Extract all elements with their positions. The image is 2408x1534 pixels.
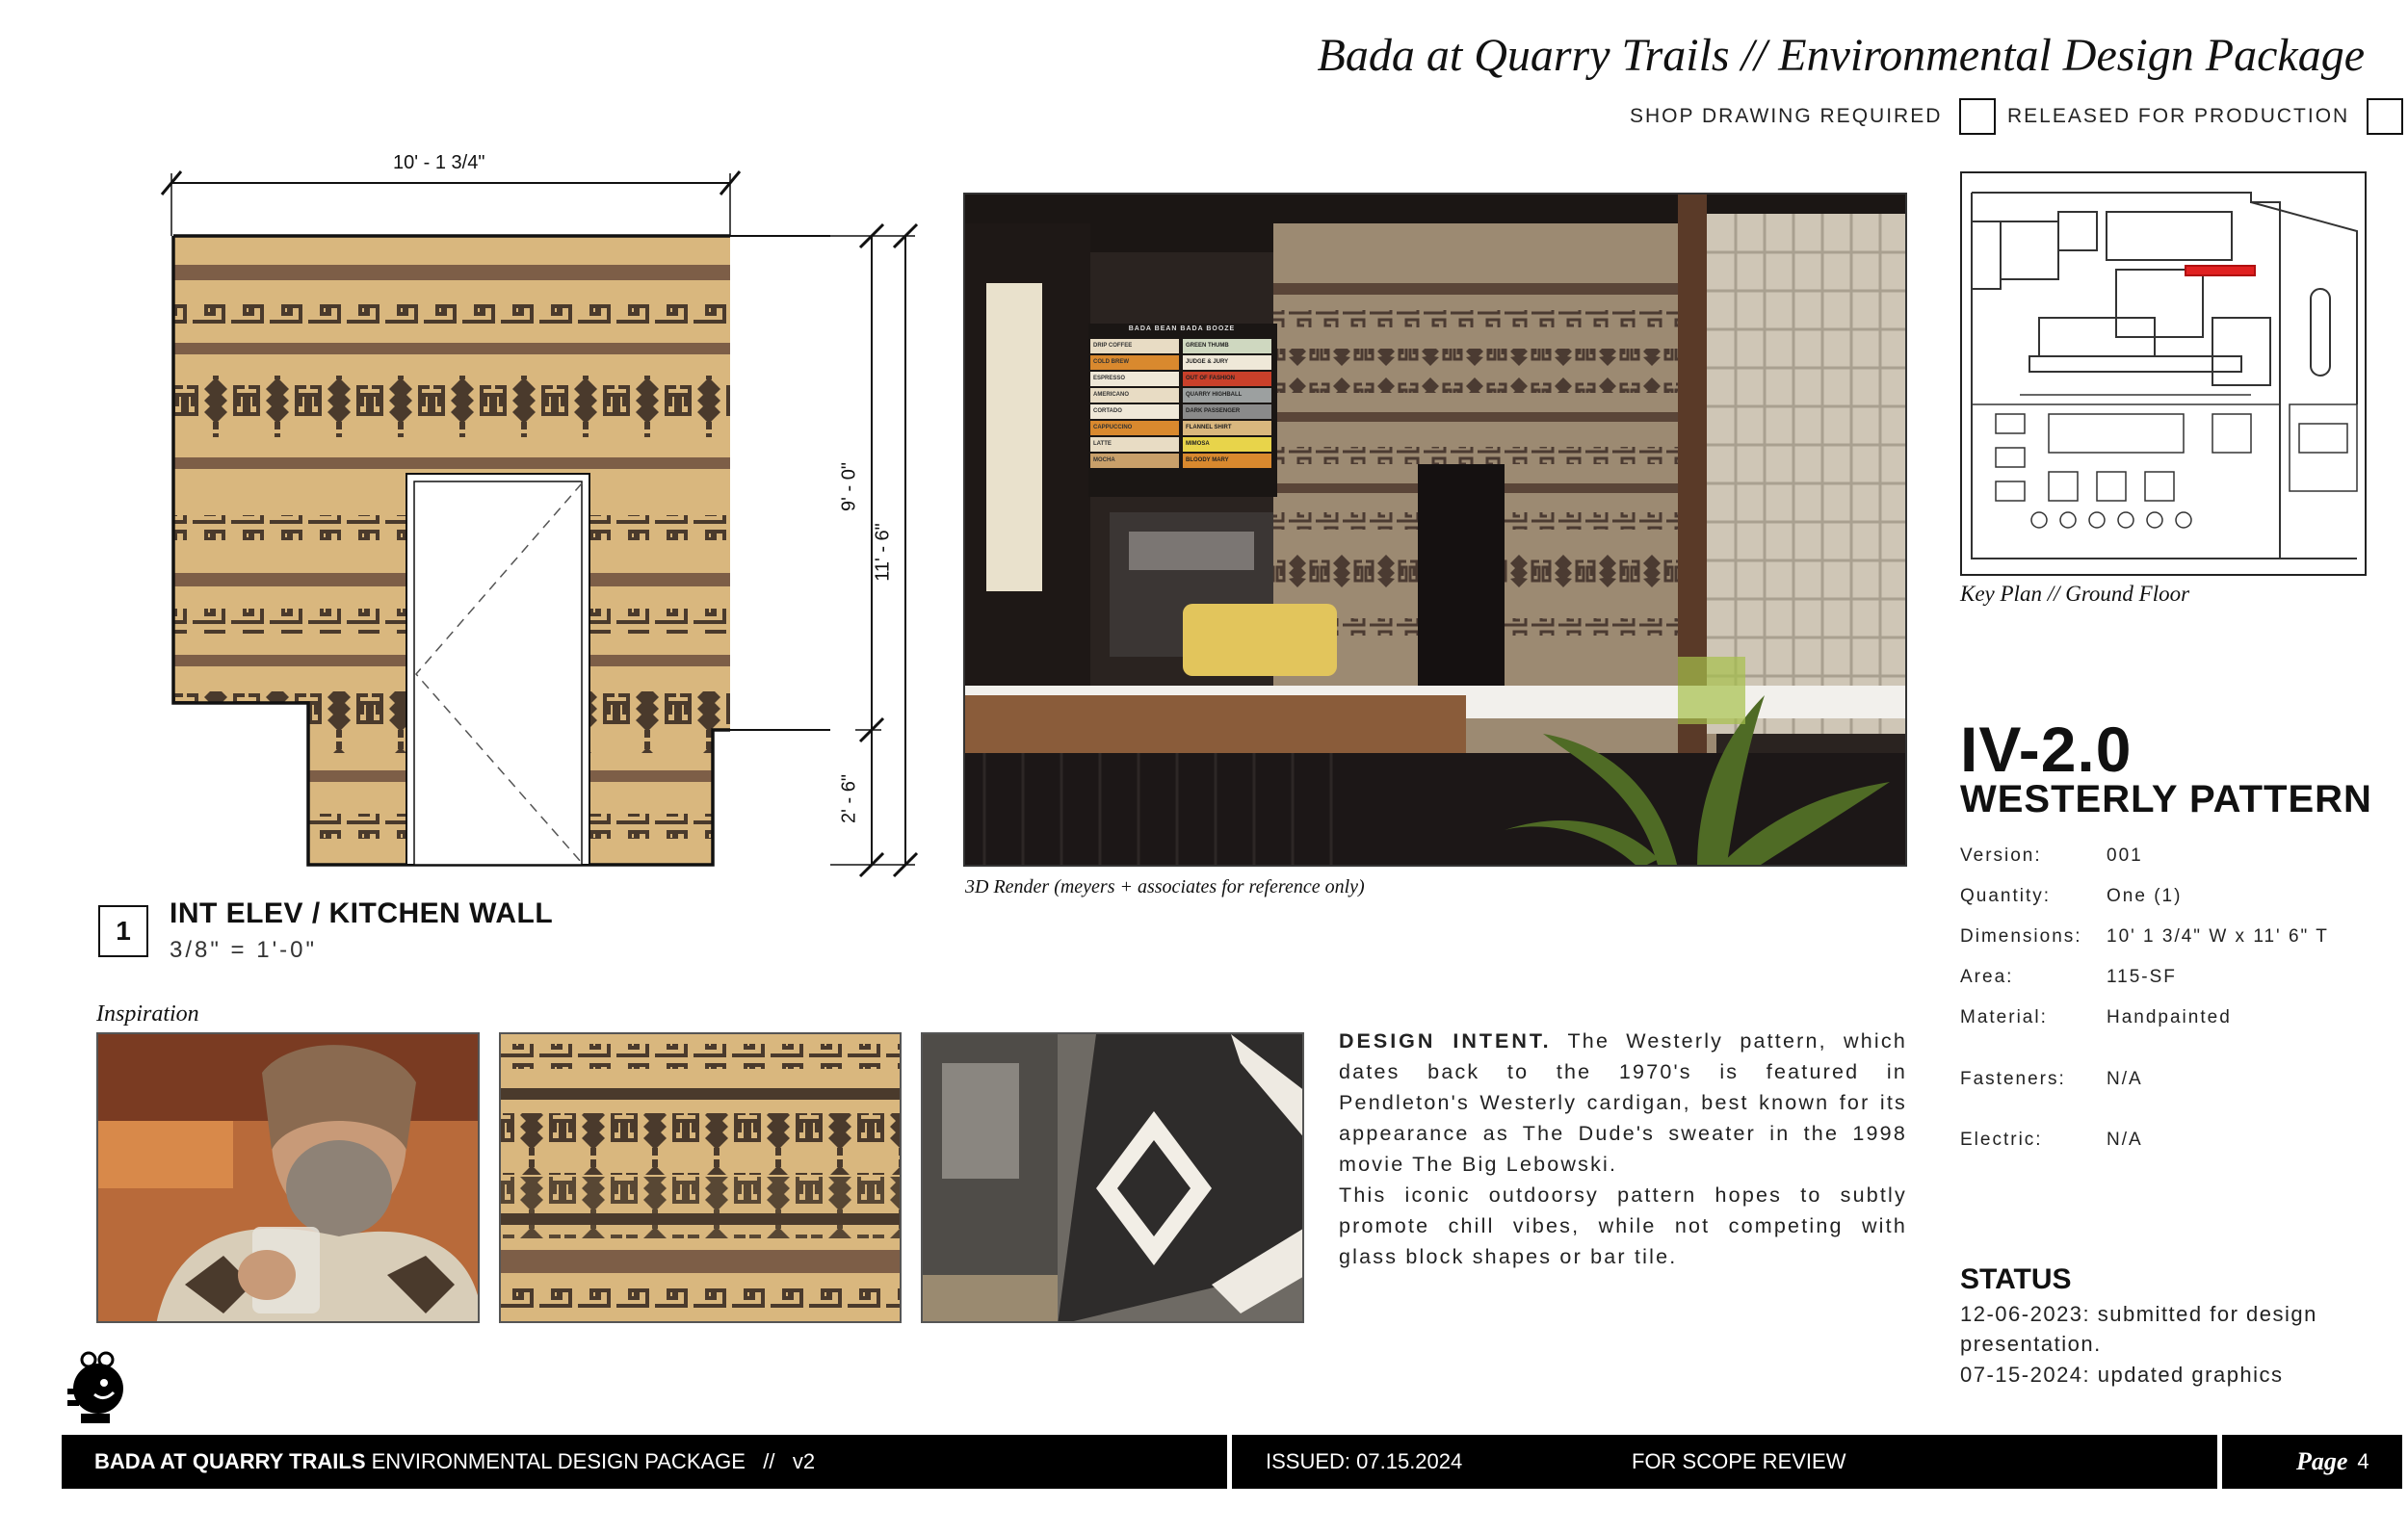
inspiration-label: Inspiration bbox=[96, 1001, 199, 1027]
menu-item: LATTE bbox=[1090, 437, 1179, 452]
design-intent-paragraph-2: This iconic outdoorsy pattern hopes to subtly promote chill vibes, while not competing with glass block shapes or bar tile. bbox=[1339, 1183, 1907, 1268]
footer-issued: ISSUED: 07.15.2024 bbox=[1266, 1449, 1463, 1473]
menu-item: FLANNEL SHIRT bbox=[1183, 421, 1271, 435]
bada-bee-logo bbox=[62, 1350, 129, 1427]
menu-item: MIMOSA bbox=[1183, 437, 1271, 452]
spec-label-version: Version: bbox=[1960, 845, 2042, 866]
wall-photo-svg bbox=[923, 1034, 1304, 1323]
shop-drawing-required bbox=[1630, 98, 1996, 135]
key-plan-svg bbox=[1962, 173, 2367, 576]
spec-label-fasteners: Fasteners: bbox=[1960, 1069, 2066, 1089]
menu-item: DRIP COFFEE bbox=[1090, 339, 1179, 353]
render-svg bbox=[965, 195, 1907, 867]
design-intent bbox=[1339, 1026, 1907, 1272]
key-plan-caption: Key Plan // Ground Floor bbox=[1960, 582, 2190, 606]
inspiration-wall-photo bbox=[921, 1032, 1304, 1323]
footer-brand: BADA AT QUARRY TRAILS bbox=[94, 1449, 366, 1473]
design-intent-heading: DESIGN INTENT. bbox=[1339, 1029, 1552, 1053]
menu-item: QUARRY HIGHBALL bbox=[1183, 388, 1271, 403]
menu-item: BLOODY MARY bbox=[1183, 454, 1271, 468]
spec-value-fasteners: N/A bbox=[2107, 1069, 2143, 1089]
elevation-drawing bbox=[0, 0, 963, 896]
spec-label-area: Area: bbox=[1960, 967, 2014, 987]
menu-item: MOCHA bbox=[1090, 454, 1179, 468]
spec-value-electric: N/A bbox=[2107, 1130, 2143, 1150]
dude-photo-svg bbox=[98, 1034, 480, 1323]
footer-package bbox=[94, 1435, 815, 1489]
spec-value-area: 115-SF bbox=[2107, 967, 2177, 987]
menu-item: DARK PASSENGER bbox=[1183, 404, 1271, 419]
document-title: Bada at Quarry Trails // Environmental Design Package bbox=[1317, 30, 2365, 81]
spec-label-material: Material: bbox=[1960, 1007, 2048, 1027]
elevation-scale: 3/8" = 1'-0" bbox=[170, 937, 318, 963]
menu-left-column bbox=[1090, 339, 1179, 470]
released-label: RELEASED FOR PRODUCTION bbox=[2007, 105, 2350, 127]
menu-item: AMERICANO bbox=[1090, 388, 1179, 403]
status-title: STATUS bbox=[1960, 1263, 2072, 1295]
footer-divider bbox=[2217, 1435, 2222, 1489]
menu-item: GREEN THUMB bbox=[1183, 339, 1271, 353]
footer-page-number: 4 bbox=[2357, 1449, 2369, 1473]
dimension-lower: 2' - 6" bbox=[838, 774, 860, 823]
menu-right-column bbox=[1183, 339, 1271, 470]
dimension-total: 11' - 6" bbox=[872, 523, 894, 582]
render-caption: 3D Render (meyers + associates for reference only) bbox=[965, 876, 1365, 897]
spec-label-quantity: Quantity: bbox=[1960, 886, 2052, 906]
spec-label-electric: Electric: bbox=[1960, 1130, 2043, 1150]
footer-bar bbox=[62, 1435, 2402, 1489]
elevation-title: INT ELEV / KITCHEN WALL bbox=[170, 897, 554, 929]
render-image bbox=[963, 193, 1907, 867]
status-entry: 12-06-2023: submitted for design bbox=[1960, 1302, 2317, 1326]
menu-item: COLD BREW bbox=[1090, 355, 1179, 370]
elevation-svg bbox=[0, 0, 963, 896]
footer-scope: FOR SCOPE REVIEW bbox=[1632, 1449, 1846, 1473]
inspiration-pattern-swatch bbox=[499, 1032, 902, 1323]
sheet-id: IV-2.0 bbox=[1960, 714, 2133, 785]
menu-item: JUDGE & JURY bbox=[1183, 355, 1271, 370]
status-entry: presentation. bbox=[1960, 1332, 2102, 1356]
menu-item: OUT OF FASHION bbox=[1183, 372, 1271, 386]
footer-package-label: ENVIRONMENTAL DESIGN PACKAGE // v2 bbox=[365, 1449, 816, 1473]
pattern-swatch-svg bbox=[501, 1034, 902, 1323]
shop-drawing-checkbox[interactable] bbox=[1959, 98, 1996, 135]
released-checkbox[interactable] bbox=[2367, 98, 2403, 135]
footer-page bbox=[2296, 1435, 2369, 1489]
spec-value-material: Handpainted bbox=[2107, 1007, 2232, 1027]
footer-page-label: Page bbox=[2296, 1447, 2348, 1475]
key-plan bbox=[1960, 171, 2367, 576]
menu-item: CAPPUCCINO bbox=[1090, 421, 1179, 435]
bee-logo-svg bbox=[62, 1350, 129, 1427]
spec-label-dimensions: Dimensions: bbox=[1960, 926, 2082, 947]
spec-value-quantity: One (1) bbox=[2107, 886, 2183, 906]
spec-value-dimensions: 10' 1 3/4" W x 11' 6" T bbox=[2107, 926, 2329, 947]
shop-drawing-label: SHOP DRAWING REQUIRED bbox=[1630, 105, 1943, 127]
sheet-name: WESTERLY PATTERN bbox=[1960, 778, 2372, 820]
spec-value-version: 001 bbox=[2107, 845, 2143, 866]
footer-divider bbox=[1227, 1435, 1232, 1489]
menu-item: CORTADO bbox=[1090, 404, 1179, 419]
inspiration-photo-dude bbox=[96, 1032, 480, 1323]
elevation-number-box: 1 bbox=[98, 905, 148, 957]
released-for-production bbox=[2007, 98, 2403, 135]
status-entry: 07-15-2024: updated graphics bbox=[1960, 1363, 2284, 1387]
dimension-width: 10' - 1 3/4" bbox=[393, 152, 485, 173]
dimension-upper: 9' - 0" bbox=[838, 462, 860, 511]
menu-header: BADA BEAN BADA BOOZE bbox=[1128, 325, 1236, 332]
menu-item: ESPRESSO bbox=[1090, 372, 1179, 386]
design-intent-paragraph-1: The Westerly pattern, which dates back to the 1970's is featured in Pendleton's Westerly cardigan, best known for its appearance as The Dude's sweater in the 1998 movie The Big Lebowski. bbox=[1339, 1029, 1907, 1176]
